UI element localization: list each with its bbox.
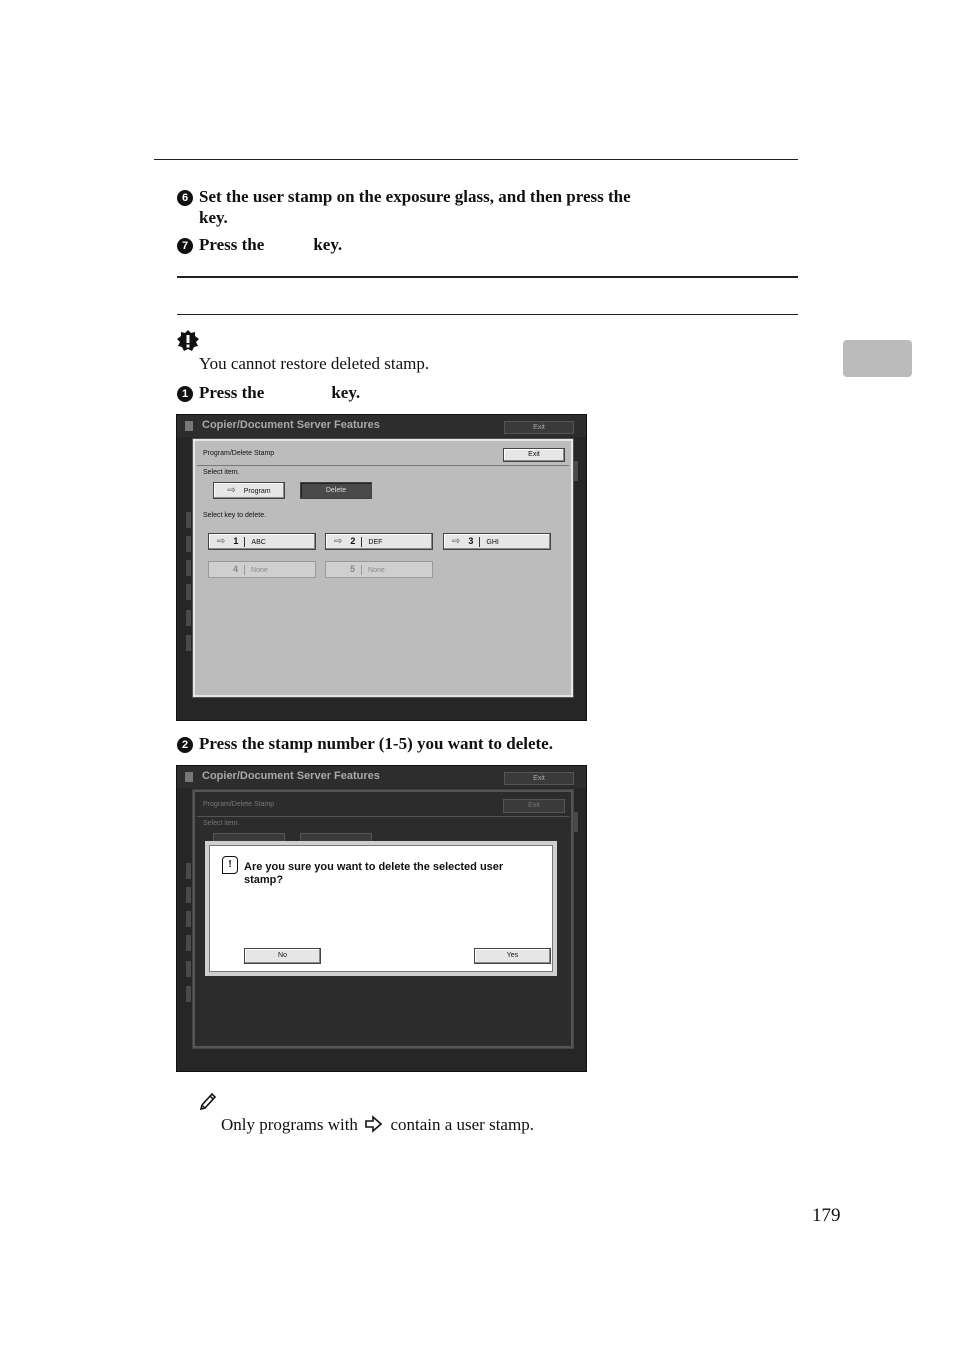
side-tab bbox=[186, 961, 191, 977]
step-2 bbox=[177, 733, 553, 754]
delete-button[interactable] bbox=[300, 482, 372, 499]
dialog-header bbox=[197, 794, 569, 817]
key-separator bbox=[244, 565, 245, 575]
side-tab bbox=[186, 635, 191, 651]
step-text: Set the user stamp on the exposure glass, and then press the bbox=[199, 187, 631, 206]
stamp-key-4 bbox=[208, 561, 316, 578]
chapter-tab bbox=[843, 340, 912, 377]
side-tab bbox=[186, 560, 191, 576]
confirm-dialog-body bbox=[209, 845, 553, 972]
step-text: key. bbox=[331, 383, 361, 402]
key-name: ABC bbox=[251, 539, 266, 546]
side-tab bbox=[186, 986, 191, 1002]
top-rule bbox=[154, 159, 798, 160]
key-number: 5 bbox=[350, 564, 356, 574]
step-number: 6 bbox=[177, 190, 193, 206]
stamp-key-3[interactable] bbox=[443, 533, 551, 550]
side-tab bbox=[186, 863, 191, 879]
program-delete-dialog bbox=[193, 439, 573, 697]
program-button[interactable] bbox=[213, 482, 285, 499]
dialog-title: Program/Delete Stamp bbox=[203, 450, 275, 457]
dialog-title: Program/Delete Stamp bbox=[203, 801, 275, 808]
note-pencil-icon bbox=[199, 1090, 219, 1110]
step-number: 7 bbox=[177, 238, 193, 254]
side-tab bbox=[186, 536, 191, 552]
side-tab bbox=[186, 512, 191, 528]
important-text: You cannot restore deleted stamp. bbox=[199, 354, 430, 373]
stamp-key-1[interactable] bbox=[208, 533, 316, 550]
step-6 bbox=[177, 186, 737, 228]
key-name: GHI bbox=[486, 539, 499, 546]
key-name: None bbox=[368, 567, 385, 574]
key-name: DEF bbox=[368, 539, 383, 546]
side-tab bbox=[186, 584, 191, 600]
confirm-message: Are you sure you want to delete the selected user stamp? bbox=[244, 861, 504, 886]
note-text-a: Only programs with bbox=[221, 1115, 358, 1134]
side-tab bbox=[186, 911, 191, 927]
page-number: 179 bbox=[812, 1205, 841, 1226]
stamp-key-2[interactable] bbox=[325, 533, 433, 550]
important-icon bbox=[177, 330, 199, 352]
no-button[interactable]: No bbox=[244, 948, 321, 964]
note-text bbox=[221, 1115, 534, 1138]
select-item-label: Select item. bbox=[203, 820, 240, 827]
dialog-exit-button[interactable]: Exit bbox=[503, 448, 565, 462]
key-separator bbox=[361, 537, 362, 547]
key-number: 2 bbox=[350, 536, 356, 546]
step-text-line2: key. bbox=[199, 208, 228, 227]
key-name: None bbox=[251, 567, 268, 574]
screen-title: Copier/Document Server Features bbox=[202, 419, 380, 431]
key-number: 1 bbox=[233, 536, 239, 546]
program-arrow-icon: ⇨ bbox=[334, 536, 343, 547]
screen-delete-confirm bbox=[176, 765, 587, 1072]
step-text: Press the bbox=[199, 235, 265, 254]
program-arrow-icon: ⇨ bbox=[217, 536, 226, 547]
question-icon: ! bbox=[222, 856, 238, 874]
side-tab bbox=[186, 610, 191, 626]
trash-icon bbox=[185, 772, 193, 782]
key-separator bbox=[479, 537, 480, 547]
step-text: key. bbox=[313, 235, 343, 254]
side-tab bbox=[186, 935, 191, 951]
screen-titlebar bbox=[177, 766, 586, 788]
program-arrow-icon: ⇨ bbox=[452, 536, 461, 547]
screen-exit-button: Exit bbox=[504, 772, 574, 785]
key-number: 4 bbox=[233, 564, 239, 574]
screen-exit-button[interactable]: Exit bbox=[504, 421, 574, 434]
program-arrow-icon: ⇨ bbox=[227, 485, 236, 496]
screen-program-delete bbox=[176, 414, 587, 721]
select-item-label: Select item. bbox=[203, 469, 240, 476]
stamp-key-5 bbox=[325, 561, 433, 578]
step-1 bbox=[177, 382, 360, 403]
section-rule-thin bbox=[177, 314, 798, 315]
select-key-label: Select key to delete. bbox=[203, 512, 267, 519]
step-number: 1 bbox=[177, 386, 193, 402]
program-arrow-icon bbox=[364, 1115, 384, 1138]
section-rule-thick bbox=[177, 276, 798, 278]
key-number: 3 bbox=[468, 536, 474, 546]
dialog-header bbox=[197, 443, 569, 466]
step-text: Press the stamp number (1-5) you want to delete. bbox=[199, 734, 553, 753]
step-7 bbox=[177, 234, 342, 255]
note-text-b: contain a user stamp. bbox=[390, 1115, 534, 1134]
trash-icon bbox=[185, 421, 193, 431]
key-separator bbox=[361, 565, 362, 575]
program-button-label: Program bbox=[243, 488, 271, 495]
side-tab bbox=[186, 887, 191, 903]
screen-title: Copier/Document Server Features bbox=[202, 770, 380, 782]
yes-button[interactable]: Yes bbox=[474, 948, 551, 964]
delete-button-label: Delete bbox=[325, 487, 347, 494]
dialog-exit-button: Exit bbox=[503, 799, 565, 813]
step-text: Press the bbox=[199, 383, 265, 402]
screen-titlebar bbox=[177, 415, 586, 437]
key-separator bbox=[244, 537, 245, 547]
step-number: 2 bbox=[177, 737, 193, 753]
confirm-delete-dialog bbox=[205, 841, 557, 976]
